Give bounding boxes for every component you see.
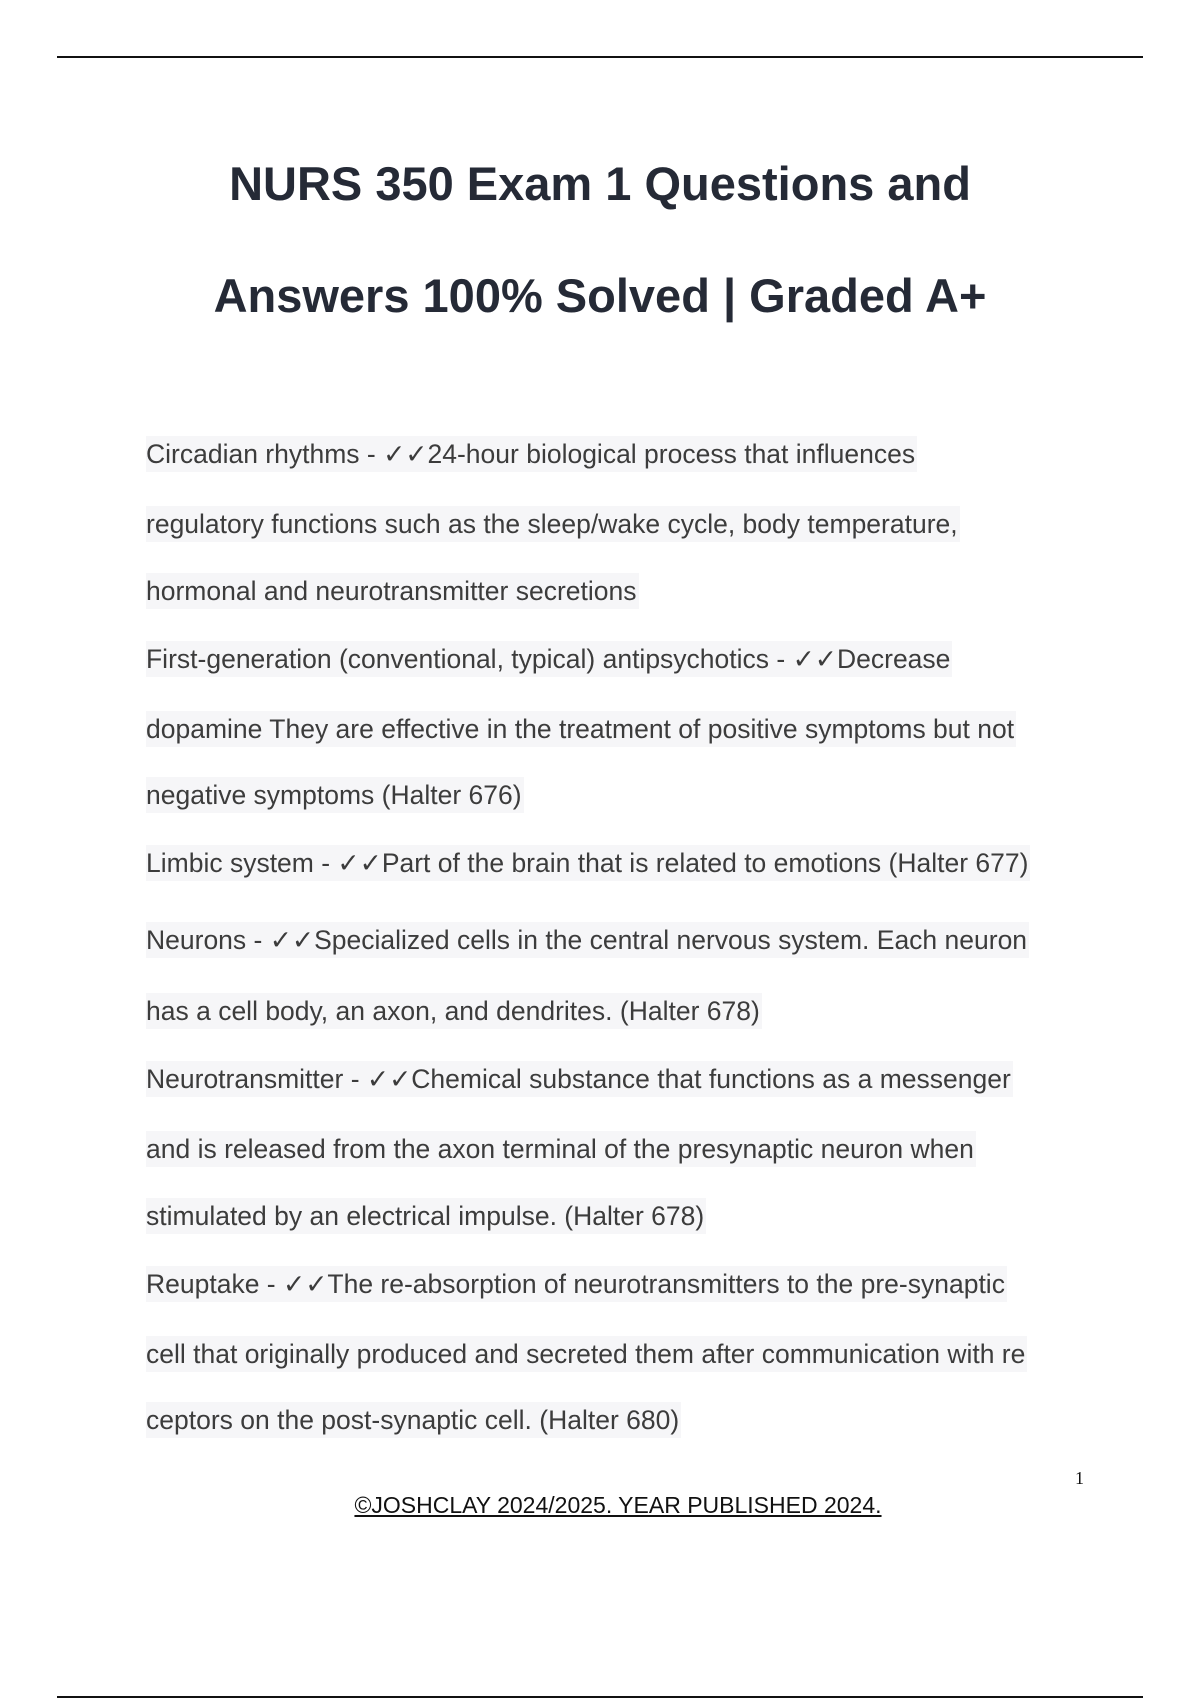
entry-neurotransmitter-line-1: Neurotransmitter - ✓✓Chemical substance that functions as a messenger [146, 1061, 1013, 1097]
entry-circadian-line-3: hormonal and neurotransmitter secretions [146, 573, 639, 609]
entry-neurons-line-2: has a cell body, an axon, and dendrites. (Halter 678) [146, 993, 762, 1029]
page-number: 1 [1075, 1468, 1084, 1488]
entry-limbic-line-1: Limbic system - ✓✓Part of the brain that is related to emotions (Halter 677) [146, 845, 1030, 881]
entry-antipsychotics-line-2: dopamine They are effective in the treatment of positive symptoms but not [146, 711, 1016, 747]
entry-reuptake-line-1: Reuptake - ✓✓The re-absorption of neurotransmitters to the pre-synaptic [146, 1266, 1007, 1302]
title-line-1: NURS 350 Exam 1 Questions and [229, 157, 971, 210]
entry-neurons-line-1: Neurons - ✓✓Specialized cells in the central nervous system. Each neuron [146, 922, 1029, 958]
entry-antipsychotics-line-3: negative symptoms (Halter 676) [146, 777, 524, 813]
copyright-footer: ©JOSHCLAY 2024/2025. YEAR PUBLISHED 2024. [354, 1492, 882, 1518]
entry-neurotransmitter-line-2: and is released from the axon terminal of the presynaptic neuron when [146, 1131, 976, 1167]
entry-neurotransmitter-line-3: stimulated by an electrical impulse. (Halter 678) [146, 1198, 706, 1234]
entry-circadian-line-1: Circadian rhythms - ✓✓24-hour biological process that influences [146, 436, 917, 472]
entry-reuptake-line-3: ceptors on the post-synaptic cell. (Halter 680) [146, 1402, 681, 1438]
entry-circadian-line-2: regulatory functions such as the sleep/wake cycle, body temperature, [146, 506, 960, 542]
bottom-rule [57, 1696, 1143, 1698]
entry-antipsychotics-line-1: First-generation (conventional, typical) antipsychotics - ✓✓Decrease [146, 641, 952, 677]
entry-reuptake-line-2: cell that originally produced and secreted them after communication with re [146, 1336, 1027, 1372]
top-rule [57, 56, 1143, 58]
document-title [0, 128, 1200, 352]
title-line-2: Answers 100% Solved | Graded A+ [213, 269, 987, 322]
